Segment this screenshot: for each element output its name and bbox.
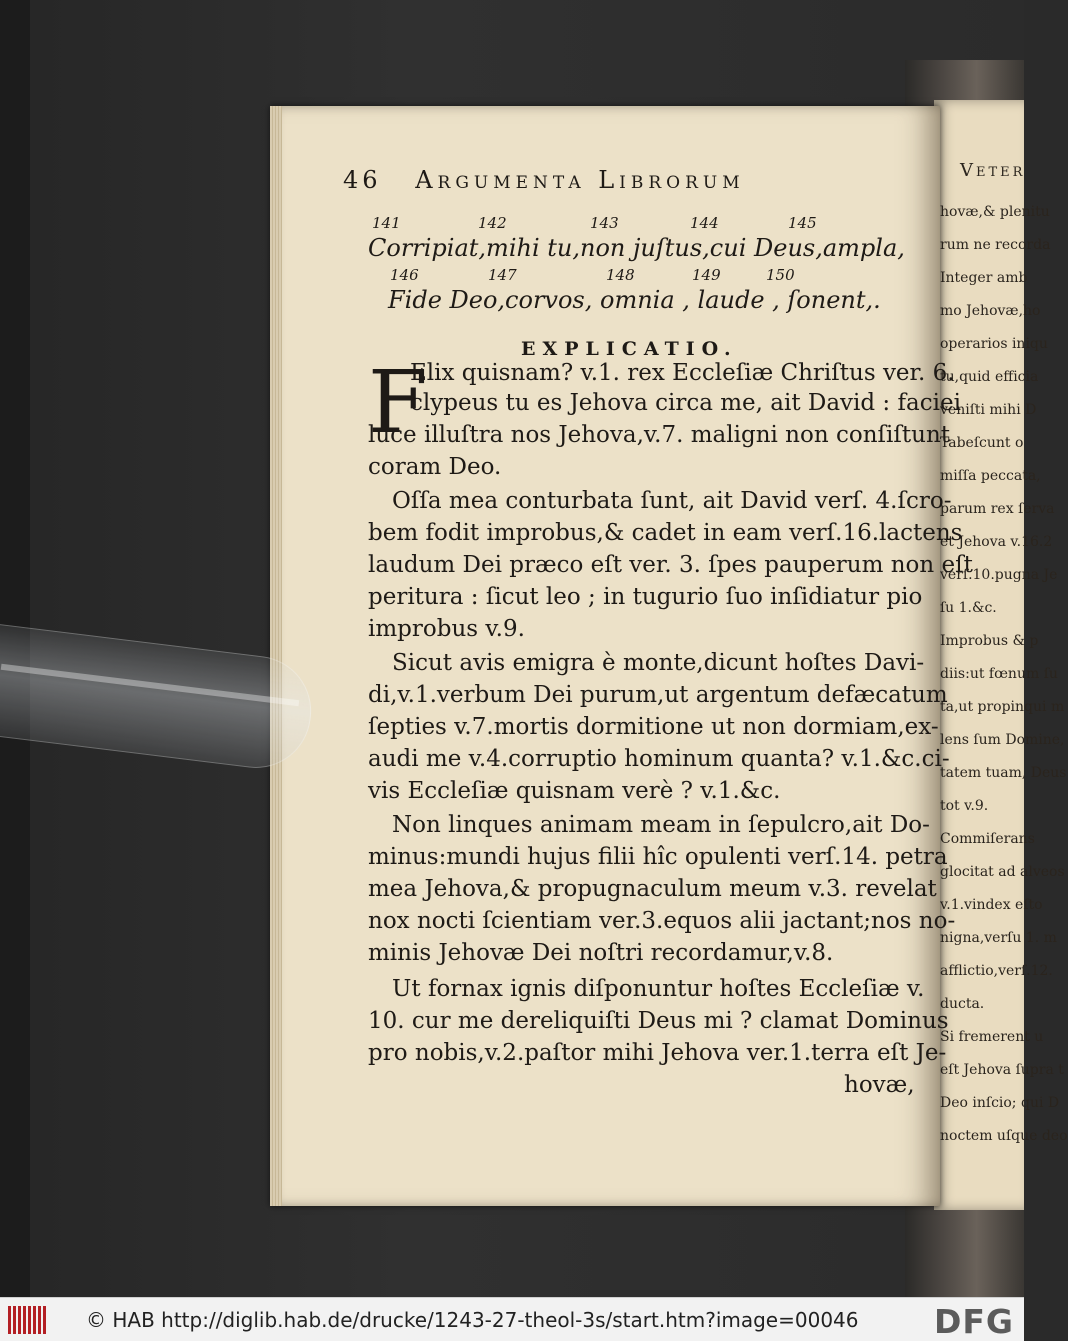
source-credit[interactable]: © HAB http://diglib.hab.de/drucke/1243-27-theol-3s/start.htm?image=00046 (86, 1308, 859, 1332)
facing-text-line: operarios iniqu (940, 336, 1048, 352)
facing-text-line: v.1.vindex eſto (940, 897, 1043, 913)
facing-text-line: mo Jehovæ,ho (940, 303, 1041, 319)
page-number: 46 (343, 166, 382, 194)
facing-text-line: et Jehova v.16.2 (940, 534, 1053, 550)
page-edge (270, 106, 282, 1206)
facing-page (934, 100, 1068, 1210)
facing-text-line: Improbus & p (940, 633, 1039, 649)
facing-text-line: tu,quid efficia (940, 369, 1039, 385)
verse-number: 142 (478, 214, 507, 232)
text-line: clypeus tu es Jehova circa me, ait David : faciei (410, 390, 961, 416)
facing-text-line: lens ſum Domine, (940, 732, 1065, 748)
text-line: luce illuſtra nos Jehova,v.7. maligni non conſiſtunt (368, 422, 950, 448)
text-line: Ut fornax ignis diſponuntur hoſtes Eccleſiæ v. (392, 976, 925, 1002)
facing-text-line: verſ.10.pugna Je (940, 567, 1058, 583)
text-line: bem fodit improbus,& cadet in eam verſ.16.lactens (368, 520, 963, 546)
facing-text-line: parum rex ſerva (940, 501, 1055, 517)
text-line: laudum Dei præco eſt ver. 3. ſpes pauperum non eſt (368, 552, 973, 578)
text-line: peritura : ſicut leo ; in tugurio ſuo inſidiatur pio (368, 584, 923, 610)
facing-text-line: eſt Jehova ſupra t (940, 1062, 1064, 1078)
facing-text-line: miſſa peccata, (940, 468, 1041, 484)
facing-text-line: ta,ut propinqui m (940, 699, 1065, 715)
facing-text-line: tot v.9. (940, 798, 989, 814)
facing-text-line: Commiſerans (940, 831, 1035, 847)
facing-text-line: diis:ut fœnum ſu (940, 666, 1058, 682)
facing-text-line: Si fremerent u (940, 1029, 1044, 1045)
verse-line: Fide Deo,corvos, omnia , laude , ſonent,. (388, 286, 881, 314)
facing-text-line: hovæ,& plenitu (940, 204, 1050, 220)
facing-text-line: Integer amb (940, 270, 1028, 286)
verse-number: 146 (390, 266, 419, 284)
running-title: Argumenta Librorum (415, 166, 745, 194)
facing-text-line: glocitat ad alveos (940, 864, 1065, 880)
section-title: EXPLICATIO. (521, 338, 738, 360)
text-line: 10. cur me dereliquiſti Deus mi ? clamat Dominus (368, 1008, 949, 1034)
text-line: mea Jehova,& propugnaculum meum v.3. revelat (368, 876, 937, 902)
verse-number: 141 (372, 214, 401, 232)
text-line: Sicut avis emigra è monte,dicunt hoſtes Davi- (392, 650, 925, 676)
text-line: audi me v.4.corruptio hominum quanta? v.1.&c.ci- (368, 746, 950, 772)
facing-text-line: ducta. (940, 996, 985, 1012)
library-barcode-icon (8, 1306, 46, 1334)
dfg-logo: DFG (934, 1302, 1015, 1341)
verse-line: Corripiat,mihi tu,non juſtus,cui Deus,ampla, (368, 234, 905, 262)
text-line: minis Jehovæ Dei noſtri recordamur,v.8. (368, 940, 834, 966)
facing-text-line: ſu 1.&c. (940, 600, 997, 616)
facing-text-line: tatem tuam, Deus (940, 765, 1067, 781)
facing-text-line: nigna,verſu 1. m (940, 930, 1057, 946)
text-line: pro nobis,v.2.paſtor mihi Jehova ver.1.terra eſt Je- (368, 1040, 947, 1066)
text-line: coram Deo. (368, 454, 502, 480)
facing-text-line: noctem uſque deo (940, 1128, 1068, 1144)
drop-capital: F (368, 353, 428, 453)
page-header (343, 166, 745, 194)
text-line: Elix quisnam? v.1. rex Eccleſiæ Chriſtus ver. 6. (410, 360, 955, 386)
verse-number: 145 (788, 214, 817, 232)
facing-text-line: Deo inſcio; qui D (940, 1095, 1060, 1111)
verse-number: 150 (766, 266, 795, 284)
verse-number: 144 (690, 214, 719, 232)
facing-text-line: Tabeſcunt o (940, 435, 1024, 451)
verse-number: 149 (692, 266, 721, 284)
text-line: Oſſa mea conturbata ſunt, ait David verſ. 4.ſcro- (392, 488, 952, 514)
text-line: di,v.1.verbum Dei purum,ut argentum defæcatum (368, 682, 948, 708)
text-line: nox nocti ſcientiam ver.3.equos alii jactant;nos no- (368, 908, 956, 934)
text-line: hovæ, (844, 1072, 915, 1098)
verse-number: 147 (488, 266, 517, 284)
facing-text-line: veniſti mihi D (940, 402, 1037, 418)
viewer-footer (0, 1297, 1024, 1341)
text-line: Non linques animam meam in ſepulcro,ait Do- (392, 812, 930, 838)
facing-text-line: rum ne recorda (940, 237, 1051, 253)
facing-running-title: Veter (960, 160, 1026, 181)
text-line: minus:mundi hujus filii hîc opulenti verſ.14. petra (368, 844, 948, 870)
verse-number: 148 (606, 266, 635, 284)
verse-number: 143 (590, 214, 619, 232)
text-line: improbus v.9. (368, 616, 525, 642)
text-line: ſepties v.7.mortis dormitione ut non dormiam,ex- (368, 714, 939, 740)
facing-text-line: afflictio,verſ.12. (940, 963, 1053, 979)
text-line: vis Eccleſiæ quisnam verè ? v.1.&c. (368, 778, 781, 804)
